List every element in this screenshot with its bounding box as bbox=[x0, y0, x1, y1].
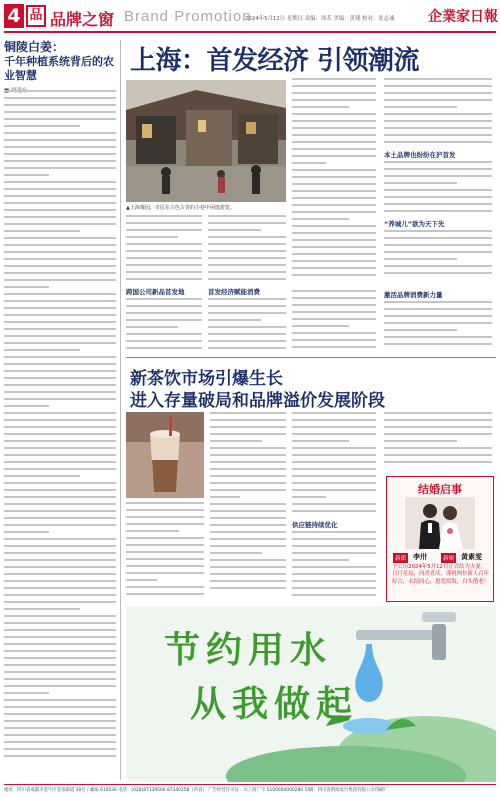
mid-article-body-col4 bbox=[384, 412, 492, 472]
top-article-body-col2 bbox=[208, 215, 286, 285]
mid-article-body-col3 bbox=[292, 412, 376, 518]
paper-name: 企業家日報 bbox=[428, 9, 498, 25]
section-heading-2: 首发经济赋能消费 bbox=[208, 288, 260, 296]
mid-article-body-col1 bbox=[126, 502, 204, 602]
top-article-body-col7 bbox=[292, 290, 376, 354]
section-badge: 品 bbox=[26, 5, 46, 27]
milk-tea-image bbox=[126, 412, 204, 498]
tea-photo bbox=[126, 412, 204, 498]
masthead bbox=[0, 0, 500, 36]
couple-image bbox=[405, 497, 475, 549]
top-article-body-col1 bbox=[126, 215, 202, 285]
footer-rule bbox=[4, 784, 496, 785]
mid-article-title-line2: 进入存量破局和品牌溢价发展阶段 bbox=[130, 391, 385, 411]
top-article-title: 上海：首发经济 引领潮流 bbox=[130, 46, 420, 76]
top-article-body-col8 bbox=[384, 301, 492, 354]
bride-name: 黄素雯 bbox=[461, 553, 482, 561]
top-article-body-col3 bbox=[292, 78, 376, 285]
photo-caption: ▲上海豫园，市民在古色古香的小巷中闲逛游览。 bbox=[126, 205, 235, 211]
wedding-text: 于公历2024年5月12日正式结为夫妻，日月星辰，同喜喜庆，谨祝两位新人百年好合，永结同心，恩爱似海，白头偕老！ bbox=[392, 564, 490, 585]
column-divider bbox=[120, 40, 121, 780]
top-article-body-col4c bbox=[384, 230, 492, 285]
left-article bbox=[4, 40, 118, 780]
section-heading-5: 激活品牌消费新力量 bbox=[384, 291, 443, 299]
section-heading-4: “养城儿”欲为天下先 bbox=[384, 220, 445, 228]
section-heading-1: 跨国公司新品首发地 bbox=[126, 288, 185, 296]
page-number: 4 bbox=[4, 4, 24, 28]
section-heading-3: 本土品牌也纷纷在沪首发 bbox=[384, 151, 456, 159]
bride-label: 新娘 bbox=[441, 553, 456, 563]
top-article-body-col4b bbox=[384, 161, 492, 217]
couple-photo bbox=[405, 497, 475, 549]
section-subtitle: Brand Promotion bbox=[124, 8, 252, 25]
groom-name: 李卅 bbox=[413, 553, 427, 561]
section-rule bbox=[126, 357, 496, 358]
date-line: 2024年5月12日 星期日 责编：周若 美编：黄捷 校对：张志诚 bbox=[245, 16, 395, 22]
top-article-body-col6 bbox=[208, 298, 286, 354]
top-article-body-col5 bbox=[126, 298, 202, 354]
section-title: 品牌之窗 bbox=[50, 10, 115, 29]
groom-label: 新郎 bbox=[393, 553, 408, 563]
masthead-rule bbox=[4, 31, 496, 33]
left-article-title: 铜陵白姜： bbox=[4, 40, 65, 54]
left-article-body bbox=[4, 90, 116, 780]
mid-article-body-col3b bbox=[292, 531, 376, 602]
article-photo bbox=[126, 80, 286, 202]
left-article-subtitle: 千年种植系统背后的农业智慧 bbox=[4, 55, 114, 82]
mid-article-title-line1: 新茶饮市场引爆生长 bbox=[130, 369, 283, 389]
mid-section-heading: 供应链持续优化 bbox=[292, 521, 338, 529]
wedding-title: 结婚启事 bbox=[418, 483, 462, 496]
wedding-notice bbox=[386, 476, 494, 602]
water-saving-ad bbox=[126, 606, 496, 782]
footer-text: 地址：四川省成都市金牛区金泉街道 30号 / 邮编 610036 电话：(028)87339500 87340258（传真） 广告经营许可证：川工商广字 5100004000280 印刷：四川省新闻发行集团有限公司印刷厂 bbox=[4, 788, 388, 793]
top-article-body-col4 bbox=[384, 78, 492, 148]
ad-slogan-line2: 从我做起 bbox=[190, 683, 359, 725]
mid-article-body-col2 bbox=[210, 412, 286, 602]
ad-slogan-line1: 节约用水 bbox=[164, 629, 333, 671]
street-scene-image bbox=[126, 80, 286, 202]
